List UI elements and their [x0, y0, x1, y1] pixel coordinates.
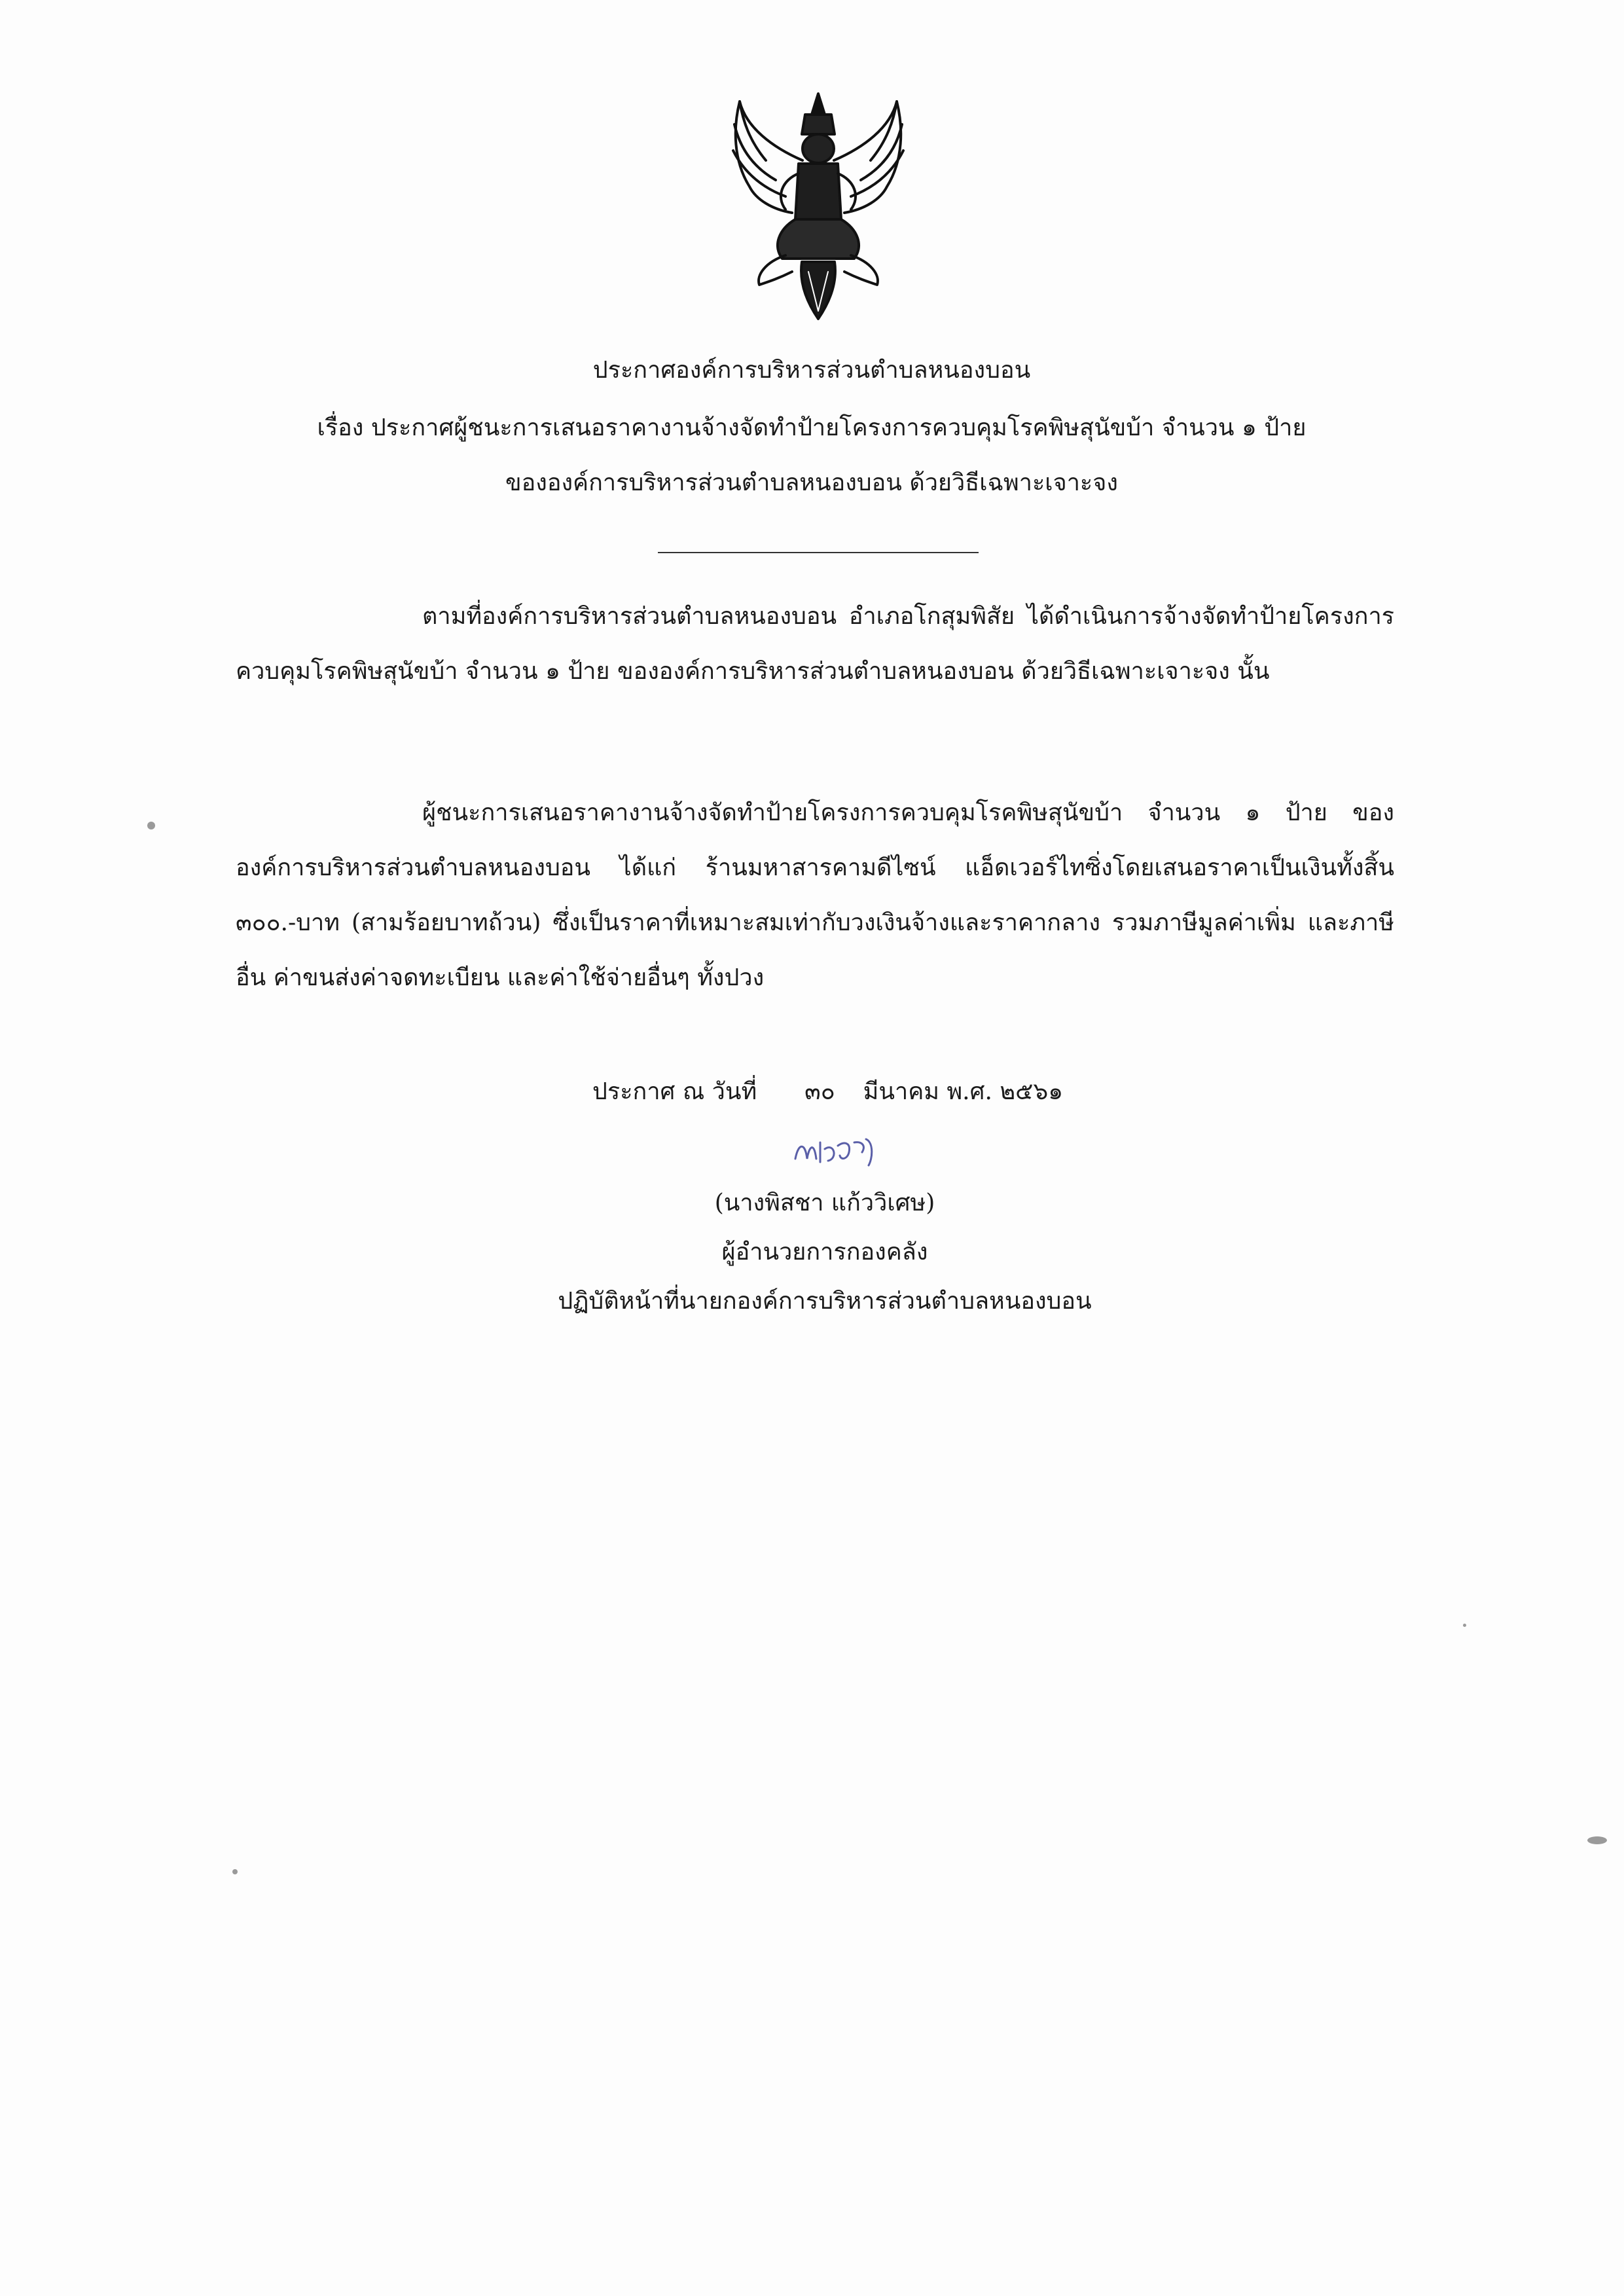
- title-divider: [658, 552, 979, 553]
- signatory-name: (นางพิสชา แก้ววิเศษ): [714, 1190, 935, 1216]
- date-label: ประกาศ ณ วันที่: [592, 1078, 757, 1105]
- scan-speck: [147, 822, 155, 829]
- signatory-position: ผู้อำนวยการกองคลัง: [721, 1239, 928, 1266]
- scan-speck: [1463, 1624, 1466, 1627]
- date-day: ๓๐: [804, 1078, 835, 1105]
- body-paragraph-1: ตามที่องค์การบริหารส่วนตำบลหนองบอน อำเภอโกสุมพิสัย ได้ดำเนินการจ้างจัดทำป้ายโครงการควบคุมโรคพิษสุนัขบ้า จำนวน ๑ ป้าย ขององค์การบริหารส่วนตำบลหนองบอน ด้วยวิธีเฉพาะเจาะจง นั้น: [236, 603, 1394, 685]
- announcement-date: [592, 1074, 1063, 1110]
- handwritten-signature: [789, 1123, 887, 1175]
- date-month-year: มีนาคม พ.ศ. ๒๕๖๑: [863, 1078, 1064, 1105]
- signatory-acting-role: ปฏิบัติหน้าที่นายกองค์การบริหารส่วนตำบลหนองบอน: [558, 1288, 1092, 1315]
- announcement-subject-continued: ขององค์การบริหารส่วนตำบลหนองบอน ด้วยวิธีเฉพาะเจาะจง: [505, 469, 1118, 496]
- scan-speck: [232, 1869, 238, 1874]
- announcement-title: ประกาศองค์การบริหารส่วนตำบลหนองบอน: [592, 357, 1031, 384]
- scan-speck: [1587, 1836, 1607, 1844]
- body-paragraph-2: ผู้ชนะการเสนอราคางานจ้างจัดทำป้ายโครงการควบคุมโรคพิษสุนัขบ้า จำนวน ๑ ป้าย ขององค์การบริหารส่วนตำบลหนองบอน ได้แก่ ร้านมหาสารคามดีไซน์ แอ็ดเวอร์ไทซิ่งโดยเสนอราคาเป็นเงินทั้งสิ้น ๓๐๐.-บาท (สามร้อยบาทถ้วน) ซึ่งเป็นราคาที่เหมาะสมเท่ากับวงเงินจ้างและราคากลาง รวมภาษีมูลค่าเพิ่ม และภาษีอื่น ค่าขนส่งค่าจดทะเบียน และค่าใช้จ่ายอื่นๆ ทั้งปวง: [236, 799, 1394, 991]
- announcement-subject: เรื่อง ประกาศผู้ชนะการเสนอราคางานจ้างจัดทำป้ายโครงการควบคุมโรคพิษสุนัขบ้า จำนวน ๑ ป้าย: [317, 414, 1307, 441]
- garuda-emblem-icon: [720, 88, 916, 324]
